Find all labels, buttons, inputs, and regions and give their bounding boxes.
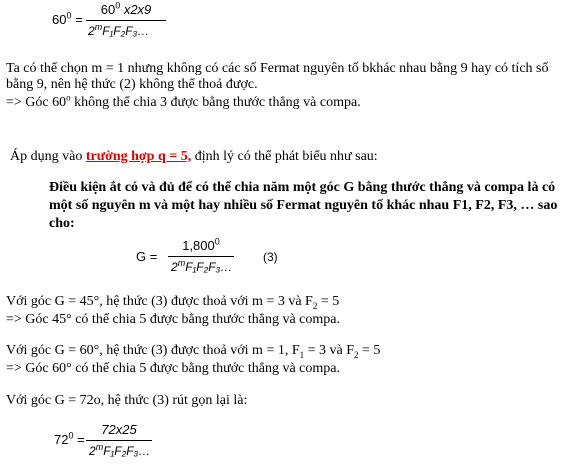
case45-conclusion: => Góc 45° có thể chia 5 được bằng thước thẳng và compa. <box>6 312 340 327</box>
case45-condition: Với góc G = 45°, hệ thức (3) được thoả với m = 3 và $F_2 = 5$ <box>6 294 340 311</box>
eqG-label: (3) <box>263 250 278 264</box>
eqG-fraction <box>168 236 234 280</box>
eqG-numerator: 1,800$^0$ <box>182 236 220 253</box>
para-fermat-9: Ta có thể chọn m = 1 nhưng không có các số Fermat nguyên tố bkhác nhau bằng 9 hay có tích số bằng 9, nên hệ thức (2) không thể thoả được. <box>6 61 549 92</box>
case60-condition: Với góc G = 60°, hệ thức (3) được thoả với m = 1, $F_1 = 3$ và $F_2 = 5$ <box>6 343 381 360</box>
eq60-lhs: $60^0$ = <box>52 10 83 27</box>
eq60-fraction <box>86 0 166 44</box>
eq60-denominator: 2$^m$F₁F₂F₃… <box>88 22 150 38</box>
case72-intro: Với góc G = 72o, hệ thức (3) rút gọn lại là: <box>6 393 248 408</box>
theorem-text: Điều kiện ắt có và đủ để có thể chia năm một góc G bằng thước thẳng và compa là có một số nguyên m và một hay nhiều số Fermat nguyên tố khác nhau F1, F2, F3, … sao cho: <box>49 180 558 231</box>
eq72-lhs: $72^0$ = <box>54 430 85 447</box>
eqG-lhs: G = <box>136 249 158 264</box>
case-highlight: trường hợp q = 5, <box>85 149 192 164</box>
para-conclusion-60: => Góc 60$^o$ không thể chia 3 được bằng thước thẳng và compa. <box>6 92 361 110</box>
eqG-fraction-bar <box>168 256 234 257</box>
eq60-numerator: $60^0$ x2x9 <box>100 0 152 17</box>
eqG-denominator: 2$^m$F₁F₂F₃… <box>171 258 233 274</box>
eq60-fraction-bar <box>86 20 166 21</box>
eq72-denominator: 2$^m$F₁F₂F₃… <box>89 442 151 458</box>
eq72-fraction <box>86 420 152 464</box>
eq72-numerator: 72x25 <box>101 422 137 437</box>
case60-conclusion: => Góc 60° có thể chia 5 được bằng thước thẳng và compa. <box>6 361 340 376</box>
eq72-fraction-bar <box>86 440 152 441</box>
apply-heading: Áp dụng vào trường hợp q = 5, định lý có thể phát biểu như sau: <box>10 149 378 164</box>
